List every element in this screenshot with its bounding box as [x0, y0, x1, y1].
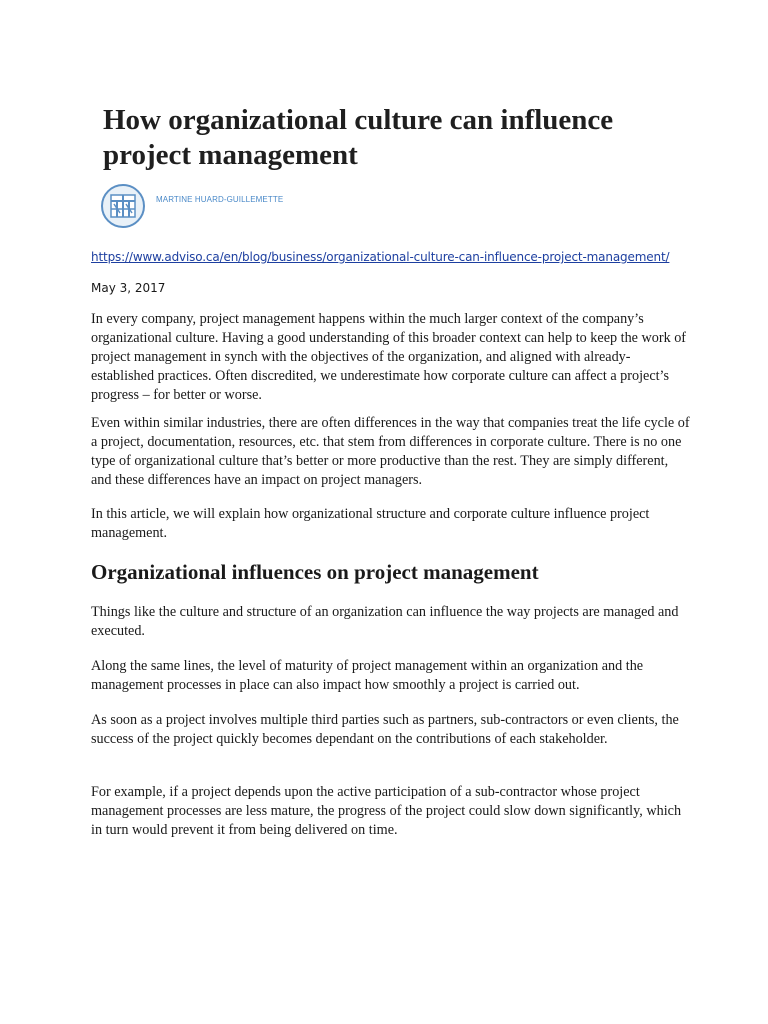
intro-paragraph-3: In this article, we will explain how organizational structure and corporate culture influence project management. — [91, 506, 650, 541]
intro-paragraph-2: Even within similar industries, there are often differences in the way that companies treat the life cycle of a project, documentation, resources, etc. that stem from differences in corporate culture. There is no one type of organizational culture that’s better or more productive than the rest. They are simply different, and these differences have an impact on project managers. — [91, 415, 690, 488]
section-paragraph-1: Things like the culture and structure of an organization can influence the way projects are managed and executed. — [91, 604, 679, 639]
section-paragraph-4: For example, if a project depends upon the active participation of a sub-contractor whose project management processes are less mature, the progress of the project could slow down significantly, which in turn would prevent it from being delivered on time. — [91, 784, 682, 838]
article-title: How organizational culture can influence project management — [103, 104, 614, 171]
publish-date: May 3, 2017 — [91, 281, 166, 295]
author-avatar-logo-icon — [108, 191, 138, 221]
section-paragraph-3: As soon as a project involves multiple third parties such as partners, sub-contractors or even clients, the success of the project quickly becomes dependant on the contributions of each stakeholder. — [91, 712, 679, 747]
author-name: MARTINE HUARD-GUILLEMETTE — [156, 195, 284, 204]
author-avatar — [101, 184, 145, 228]
section-heading: Organizational influences on project management — [91, 560, 539, 584]
author-byline — [101, 184, 283, 230]
intro-paragraph-1: In every company, project management happens within the much larger context of the company’s organizational culture. Having a good understanding of this broader context can help to keep the work of project management in synch with the objectives of the organization, and aligned with already-established practices. Often discredited, we underestimate how corporate culture can affect a project’s progress – for better or worse. — [91, 311, 687, 403]
section-paragraph-2: Along the same lines, the level of maturity of project management within an organization and the management processes in place can also impact how smoothly a project is carried out. — [91, 658, 644, 693]
source-link[interactable]: https://www.adviso.ca/en/blog/business/organizational-culture-can-influence-project-management/ — [91, 250, 670, 264]
